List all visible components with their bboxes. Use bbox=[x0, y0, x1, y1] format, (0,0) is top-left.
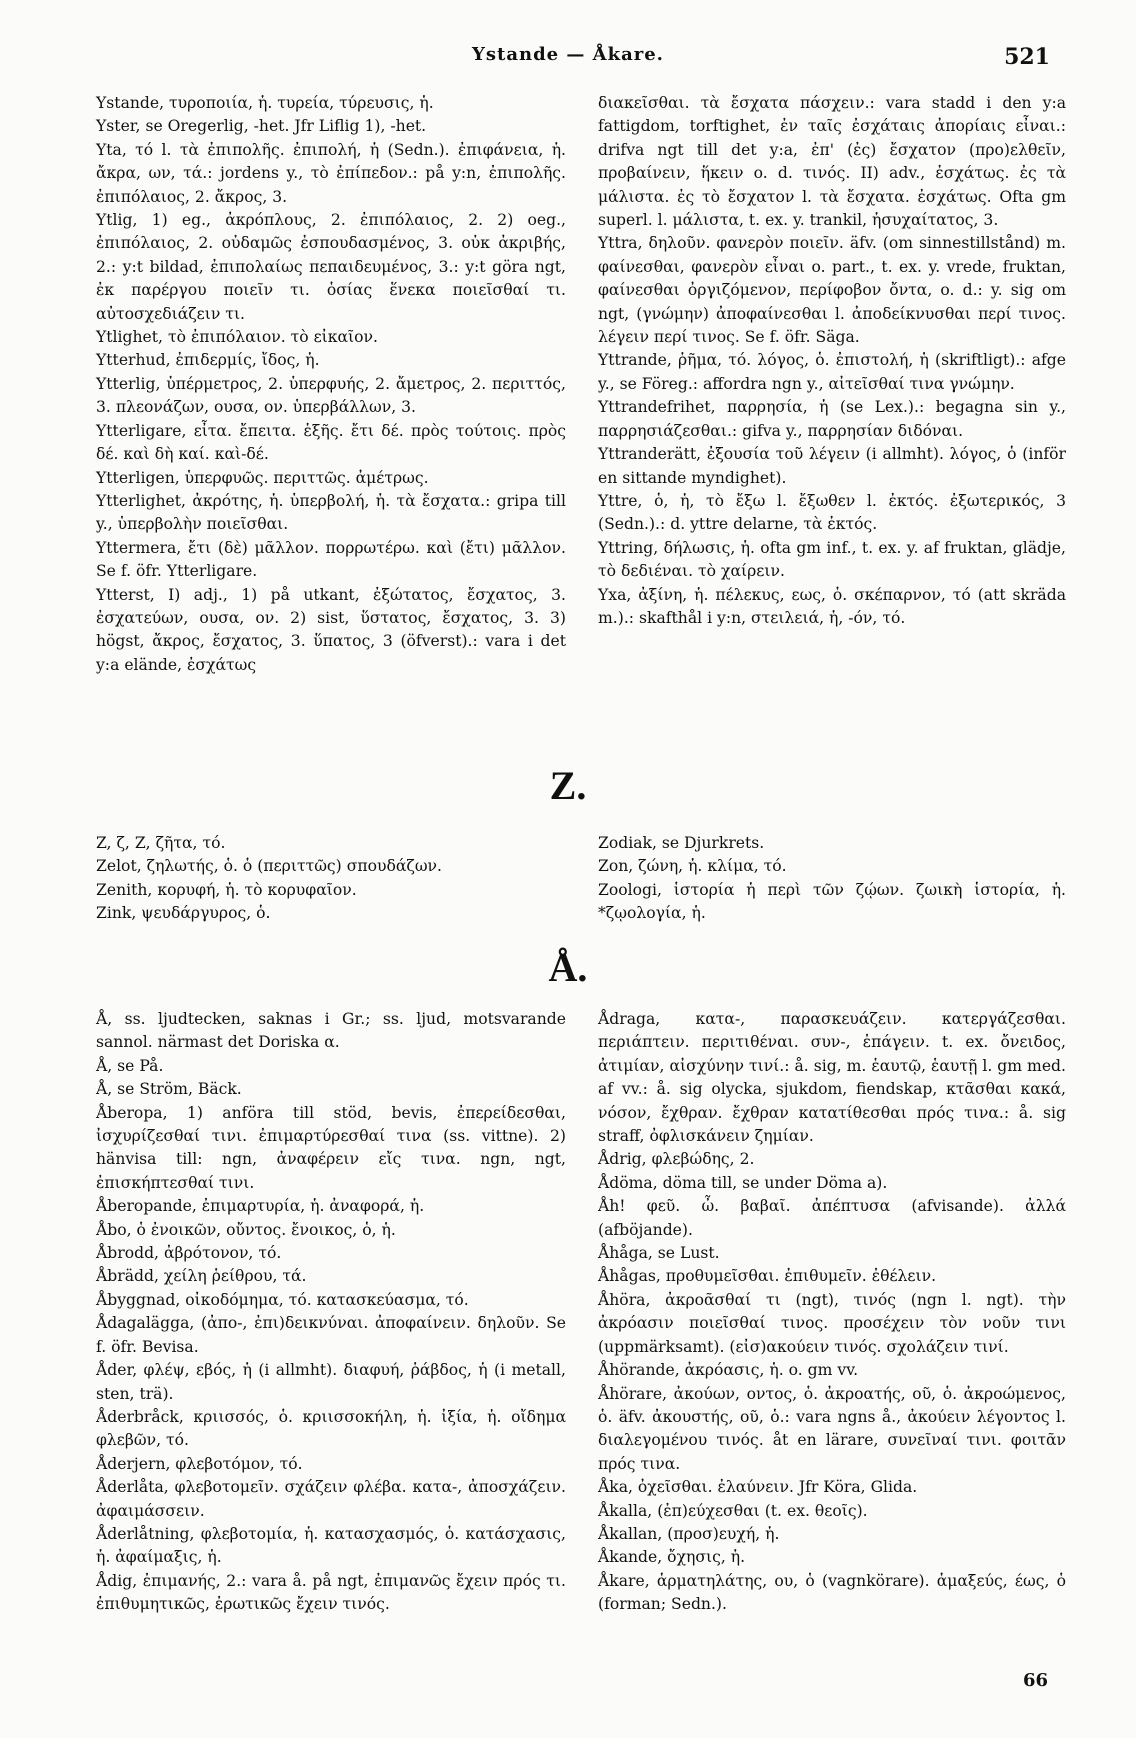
entry: διακεῖσθαι. τὰ ἔσχατα πάσχειν.: vara stadd i den y:a fattigdom, torftighet, ἐν ταῖς ἐσχάταις ἀπορίαις εἶναι.: drifva ngt till det y:a, ἐπ' (ἐς) ἔσχατον (προ)ελθεῖν, προβαίνειν, ἥκειν o. d. τινός. II) adv., ἐσχάτως. ἐς τὰ μάλιστα. ἐς τὸ ἔσχατον l. τὰ ἔσχατα. ἐσχάτως. Ofta gm superl. l. μάλιστα, t. ex. y. trankil, ἡσυχαίτατος, 3. bbox=[598, 94, 1066, 230]
entry: Zoologi, ἱστορία ἡ περὶ τῶν ζῴων. ζωικὴ ἱστορία, ἡ. *ζῳολογία, ἡ. bbox=[598, 880, 1066, 923]
entry: Åhågas, προθυμεῖσθαι. ἐπιθυμεῖν. ἐθέλειν. bbox=[598, 1267, 937, 1286]
entry: Ytterlighet, ἀκρότης, ἡ. ὑπερβολή, ἡ. τὰ ἔσχατα.: gripa till y., ὑπερβολὴν ποιεῖσθαι. bbox=[96, 491, 566, 534]
entry: Åbyggnad, οἰκοδόμημα, τό. κατασκεύασμα, τό. bbox=[96, 1290, 469, 1309]
entry: Ytterhud, ἐπιδερμίς, ἴδος, ἡ. bbox=[96, 351, 320, 370]
running-head: Ystande — Åkare. bbox=[472, 44, 664, 65]
y-right-column bbox=[598, 92, 1066, 630]
entry: Åbrädd, χείλη ῥείθρου, τά. bbox=[96, 1267, 307, 1286]
entry: Yster, se Oregerlig, -het. Jfr Liflig 1), -het. bbox=[96, 117, 427, 136]
entry: Åka, ὀχεῖσθαι. ἐλαύνειν. Jfr Köra, Glida. bbox=[598, 1478, 918, 1497]
entry: Åhåga, se Lust. bbox=[598, 1244, 720, 1263]
entry: Åkare, ἁρματηλάτης, ου, ὁ (vagnkörare). ἁμαξεύς, έως, ὁ (forman; Sedn.). bbox=[598, 1571, 1066, 1614]
entry: Z, ζ, Ζ, ζῆτα, τό. bbox=[96, 834, 226, 852]
entry: Åbo, ὁ ἐνοικῶν, οὔντος. ἔνοικος, ὁ, ἡ. bbox=[96, 1220, 396, 1239]
entry: Åder, φλέψ, εβός, ἡ (i allmht). διαφυή, ῥάβδος, ἡ (i metall, sten, trä). bbox=[96, 1361, 566, 1403]
entry: Yttranderätt, ἐξουσία τοῦ λέγειν (i allmht). λόγος, ὁ (inför en sittande myndighet). bbox=[598, 445, 1066, 487]
z-left-column bbox=[96, 832, 566, 926]
entry: Yttra, δηλοῦν. φανερὸν ποιεῖν. äfv. (om sinnestillstånd) m. φαίνεσθαι, φανερὸν εἶναι o. part., t. ex. y. vrede, fruktan, φαίνεσθαι ὀργιζόμενον, περίφοβον ὄντα, o. d.: y. sig om ngt, (γνώμην) ἀποφαίνεσθαι l. ἀποδείκνυσθαι περί τινος. λέγειν περί τινος. Se f. öfr. Säga. bbox=[598, 234, 1066, 347]
entry: Yttermera, ἔτι (δὲ) μᾶλλον. πορρωτέρω. καὶ (ἔτι) μᾶλλον. Se f. öfr. Ytterligare. bbox=[96, 538, 566, 581]
entry: Åhöra, ἀκροᾶσθαί τι (ngt), τινός (ngn l. ngt). τὴν ἀκρόασιν ποιεῖσθαί τινος. προσέχειν τὸν νοῦν τινι (uppmärksamt). (εἰσ)ακούειν τινός. σχολάζειν τινί. bbox=[598, 1290, 1066, 1356]
entry: Zodiak, se Djurkrets. bbox=[598, 834, 765, 852]
section-heading-z: Z. bbox=[549, 763, 587, 808]
entry: Åhörare, ἀκούων, οντος, ὁ. ἀκροατής, οῦ, ὁ. ἀκροώμενος, ὁ. äfv. ἀκουστής, οῦ, ὁ.: vara ngns å., ἀκούειν λέγοντος l. διαλεγομένου τινός. åt en lärare, συνεῖναί τινι. φοιτᾶν πρός τινα. bbox=[598, 1384, 1066, 1473]
entry: Ådraga, κατα-, παρασκευάζειν. κατεργάζεσθαι. περιάπτειν. περιτιθέναι. συν-, ἐπάγειν. t. ex. ὄνειδος, ἀτιμίαν, αἰσχύνην τινί.: å. sig, m. ἑαυτῷ, ἑαυτῇ l. gm med. af vv.: å. sig olycka, sjukdom, fiendskap, κτᾶσθαι κακά, νόσον, ἔχθραν. ἔχθραν κατατίθεσθαι πρός τινα.: å. sig straff, ὀφλισκάνειν ζημίαν. bbox=[598, 1010, 1066, 1146]
aa-left-column bbox=[96, 1008, 566, 1617]
entry: Yxa, ἀξίνη, ἡ. πέλεκυς, εως, ὁ. σκέπαρνον, τό (att skräda m.).: skafthål i y:n, στειλειά, ἡ, -όν, τό. bbox=[598, 585, 1066, 627]
entry: Ådöma, döma till, se under Döma a). bbox=[598, 1173, 888, 1192]
entry: Ytterligare, εἶτα. ἔπειτα. ἑξῆς. ἔτι δέ. πρὸς τούτοις. πρὸς δέ. καὶ δὴ καί. καὶ-δέ. bbox=[96, 421, 566, 464]
entry: Zenith, κορυφή, ἡ. τὸ κορυφαῖον. bbox=[96, 880, 357, 899]
entry: Åhörande, ἀκρόασις, ἡ. o. gm vv. bbox=[598, 1361, 859, 1380]
entry: Åderjern, φλεβοτόμον, τό. bbox=[96, 1454, 303, 1473]
entry: Å, ss. ljudtecken, saknas i Gr.; ss. ljud, motsvarande sannol. närmast det Doriska α. bbox=[96, 1010, 566, 1052]
entry: Yttrande, ῥῆμα, τό. λόγος, ὁ. ἐπιστολή, ἡ (skriftligt).: afge y., se Föreg.: affordra ngn y., αἰτεῖσθαί τινα γνώμην. bbox=[598, 351, 1066, 393]
page-number: 521 bbox=[1004, 44, 1050, 70]
entry: Yta, τό l. τὰ ἐπιπολῆς. ἐπιπολή, ἡ (Sedn.). ἐπιφάνεια, ἡ. ἄκρα, ων, τά.: jordens y., τὸ ἐπίπεδον.: på y:n, ἐπιπολῆς. ἐπιπόλαιος, 2. ἄκρος, 3. bbox=[96, 140, 566, 206]
entry: Zink, ψευδάργυρος, ὁ. bbox=[96, 904, 271, 923]
entry: Ystande, τυροποιία, ἡ. τυρεία, τύρευσις, ἡ. bbox=[96, 94, 434, 112]
entry: Ytterlig, ὑπέρμετρος, 2. ὑπερφυής, 2. ἄμετρος, 2. περιττός, 3. πλεονάζων, ουσα, ον. ὑπερβάλλων, 3. bbox=[96, 374, 566, 417]
entry: Åderbråck, κριισσός, ὁ. κριισσοκήλη, ἡ. ἰξία, ἡ. οἴδημα φλεβῶν, τό. bbox=[96, 1407, 566, 1450]
aa-right-column bbox=[598, 1008, 1066, 1617]
entry: Åderlåtning, φλεβοτομία, ἡ. κατασχασμός, ὁ. κατάσχασις, ἡ. ἀφαίμαξις, ἡ. bbox=[96, 1524, 566, 1567]
entry: Ytlighet, τὸ ἐπιπόλαιον. τὸ εἰκαῖον. bbox=[96, 328, 378, 347]
entry: Ytterligen, ὑπερφυῶς. περιττῶς. ἀμέτρως. bbox=[96, 468, 429, 487]
entry: Åbrodd, ἀβρότονον, τό. bbox=[96, 1244, 282, 1263]
entry: Åkalla, (ἐπ)εύχεσθαι (t. ex. θεοῖς). bbox=[598, 1501, 868, 1520]
entry: Å, se Ström, Bäck. bbox=[96, 1080, 242, 1099]
entry: Ytlig, 1) eg., ἀκρόπλους, 2. ἐπιπόλαιος, 2. 2) oeg., ἐπιπόλαιος, 2. οὐδαμῶς ἐσπουδασμένος, 3. οὐκ ἀκριβής, 2.: y:t bildad, ἐπιπολαίως πεπαιδευμένος, 3.: y:t göra ngt, ἐκ παρέργου ποιεῖν τι. ὁσίας ἕνεκα ποιεῖσθαί τι. αὐτοσχεδιάζειν τι. bbox=[96, 211, 566, 323]
entry: Åkallan, (προσ)ευχή, ἡ. bbox=[598, 1524, 780, 1543]
entry: Yttre, ὁ, ἡ, τὸ ἔξω l. ἔξωθεν l. ἐκτός. ἐξωτερικός, 3 (Sedn.).: d. yttre delarne, τὰ ἐκτός. bbox=[598, 491, 1066, 534]
entry: Åkande, ὄχησις, ἡ. bbox=[598, 1548, 746, 1567]
entry: Åh! φεῦ. ὦ. βαβαῖ. ἀπέπτυσα (afvisande). ἀλλά (afböjande). bbox=[598, 1197, 1066, 1239]
entry: Ådrig, φλεβώδης, 2. bbox=[598, 1150, 755, 1169]
z-right-column bbox=[598, 832, 1066, 926]
signature-mark: 66 bbox=[1022, 1670, 1048, 1691]
entry: Yttring, δήλωσις, ἡ. ofta gm inf., t. ex. y. af fruktan, glädje, τὸ δεδιέναι. τὸ χαίρειν. bbox=[598, 538, 1066, 581]
entry: Åberopa, 1) anföra till stöd, bevis, ἐπερείδεσθαι, ἰσχυρίζεσθαί τινι. ἐπιμαρτύρεσθαί τινα (ss. vittne). 2) hänvisa till: ngn, ἀναφέρειν εἴς τινα. ngn, ngt, ἐπισκήπτεσθαί τινι. bbox=[96, 1103, 566, 1192]
entry: Åderlåta, φλεβοτομεῖν. σχάζειν φλέβα. κατα-, ἀποσχάζειν. ἀφαιμάσσειν. bbox=[96, 1478, 566, 1520]
entry: Ådagalägga, (ἀπο-, ἐπι)δεικνύναι. ἀποφαίνειν. δηλοῦν. Se f. öfr. Bevisa. bbox=[96, 1314, 566, 1356]
entry: Zelot, ζηλωτής, ὁ. ὁ (περιττῶς) σπουδάζων. bbox=[96, 857, 442, 876]
entry: Ytterst, I) adj., 1) på utkant, ἐξώτατος, ἔσχατος, 3. ἐσχατεύων, ουσα, ον. 2) sist, ὕστατος, ἔσχατος, 3. 3) högst, ἄκρος, ἔσχατος, 3. ὕπατος, 3 (öfverst).: vara i det y:a elände, ἐσχάτως bbox=[96, 585, 566, 674]
entry: Zon, ζώνη, ἡ. κλίμα, τό. bbox=[598, 857, 787, 876]
y-left-column bbox=[96, 92, 566, 677]
entry: Åberopande, ἐπιμαρτυρία, ἡ. ἀναφορά, ἡ. bbox=[96, 1197, 425, 1216]
entry: Å, se På. bbox=[96, 1056, 164, 1075]
entry: Ådig, ἐπιμανής, 2.: vara å. på ngt, ἐπιμανῶς ἔχειν πρός τι. ἐπιθυμητικῶς, ἐρωτικῶς ἔχειν τινός. bbox=[96, 1571, 566, 1614]
entry: Yttrandefrihet, παρρησία, ἡ (se Lex.).: begagna sin y., παρρησιάζεσθαι.: gifva y., παρρησίαν διδόναι. bbox=[598, 398, 1066, 440]
section-heading-aa: Å. bbox=[548, 945, 588, 990]
